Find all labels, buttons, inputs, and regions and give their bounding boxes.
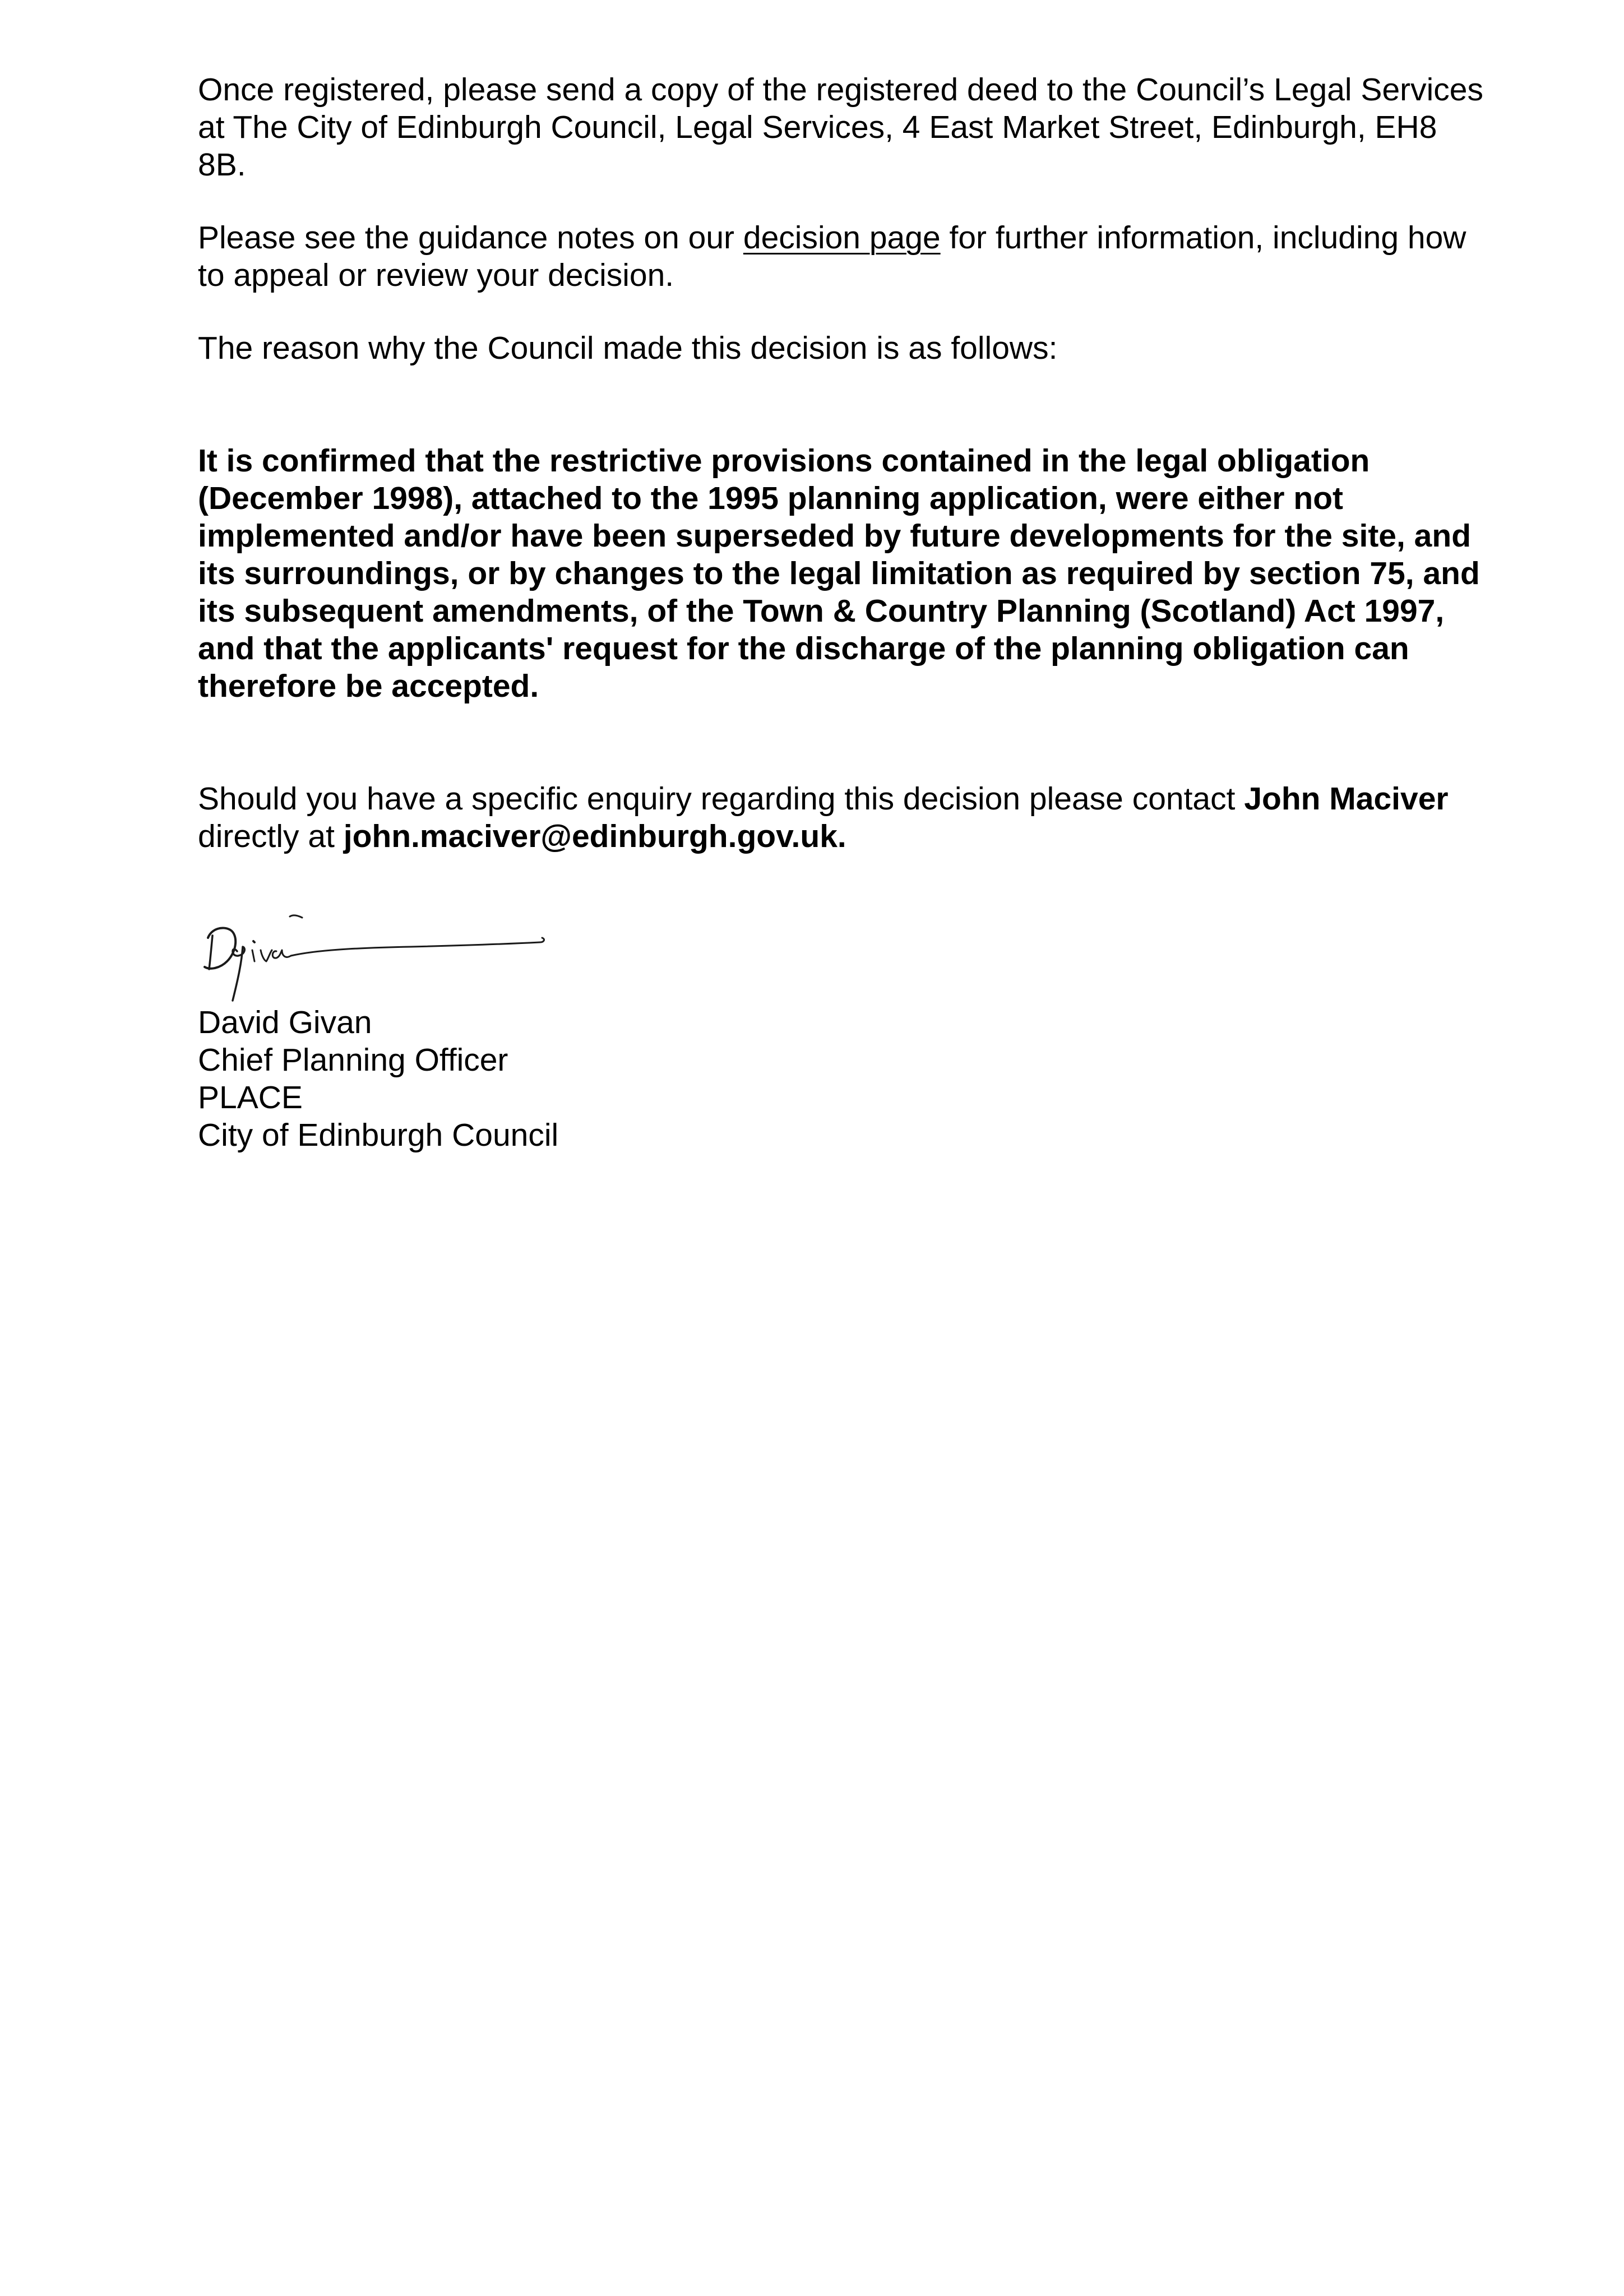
signatory-title: Chief Planning Officer [198, 1042, 508, 1078]
guidance-text-before: Please see the guidance notes on our [198, 220, 743, 256]
handwritten-signature [198, 909, 557, 1004]
reason-intro: The reason why the Council made this decision is as follows: [198, 330, 1058, 366]
enquiry-text-before: Should you have a specific enquiry regarding this decision please contact [198, 781, 1244, 817]
decision-page-link[interactable]: decision page [743, 220, 941, 256]
enquiry-text-middle: directly at [198, 818, 344, 854]
deed-paragraph: Once registered, please send a copy of the registered deed to the Council’s Legal Services at The City of Edinburgh Council, Legal Services, 4 East Market Street, Edinburgh, EH8 8B. [198, 72, 1483, 183]
decision-reason: It is confirmed that the restrictive provisions contained in the legal obligation (December 1998), attached to the 1995 planning application, were either not implemented and/or have been superseded by future developments for the site, and its surroundings, or by changes to the legal limitation as required by section 75, and its subsequent amendments, of the Town & Country Planning (Scotland) Act 1997, and that the applicants' request for the discharge of the planning obligation can therefore be accepted. [198, 443, 1480, 704]
letter-body [198, 71, 1487, 1154]
contact-name: John Maciver [1244, 781, 1449, 817]
guidance-paragraph [198, 219, 1487, 294]
signatory-organisation: City of Edinburgh Council [198, 1117, 559, 1153]
contact-email[interactable]: john.maciver@edinburgh.gov.uk. [343, 818, 846, 854]
signatory-name: David Givan [198, 1004, 372, 1040]
guidance-text-after: for further information, including how to appeal or review your decision. [198, 220, 1466, 293]
enquiry-paragraph [198, 780, 1487, 855]
signatory-department: PLACE [198, 1080, 303, 1115]
